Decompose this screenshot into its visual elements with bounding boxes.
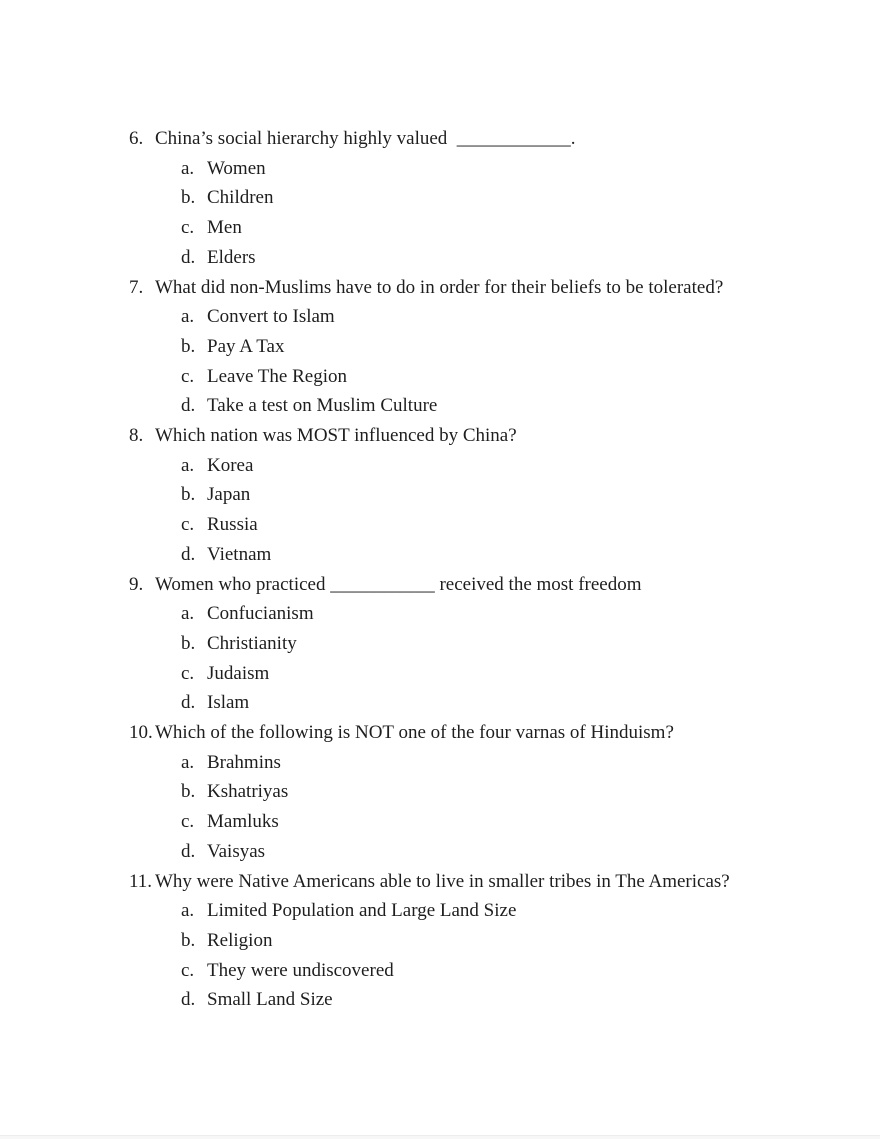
question-9 (129, 570, 844, 719)
option-text: Japan (207, 484, 251, 506)
quiz-content (129, 124, 844, 1015)
option-text: Kshatriyas (207, 781, 289, 803)
option-text: Christianity (207, 632, 297, 654)
option-text: Leave The Region (207, 365, 347, 387)
option-letter: b. (181, 187, 196, 209)
answer-option (129, 629, 844, 659)
page-bottom-edge (0, 1135, 880, 1139)
option-text: They were undiscovered (207, 959, 394, 981)
option-text: Elders (207, 246, 256, 268)
answer-option (129, 956, 844, 986)
option-text: Russia (207, 514, 258, 536)
answer-option (129, 777, 844, 807)
question-11 (129, 867, 844, 1016)
question-line (129, 570, 844, 600)
question-text: Women who practiced ___________ received the most freedom (155, 573, 642, 595)
answer-option (129, 540, 844, 570)
option-letter: c. (181, 514, 195, 536)
answer-option (129, 391, 844, 421)
question-text: What did non-Muslims have to do in order for their beliefs to be tolerated? (155, 276, 724, 298)
option-text: Women (207, 157, 266, 179)
answer-option (129, 302, 844, 332)
question-10 (129, 718, 844, 867)
answer-option (129, 985, 844, 1015)
option-letter: d. (181, 395, 196, 417)
question-line (129, 124, 844, 154)
answer-option (129, 926, 844, 956)
option-letter: d. (181, 692, 196, 714)
option-text: Limited Population and Large Land Size (207, 900, 517, 922)
question-number: 7. (129, 276, 144, 298)
question-number: 11. (129, 870, 153, 892)
option-text: Mamluks (207, 811, 279, 833)
answer-option (129, 154, 844, 184)
option-letter: a. (181, 900, 195, 922)
option-letter: a. (181, 306, 195, 328)
option-text: Pay A Tax (207, 335, 285, 357)
answer-option (129, 183, 844, 213)
question-line (129, 421, 844, 451)
answer-option (129, 213, 844, 243)
option-letter: c. (181, 959, 195, 981)
answer-option (129, 748, 844, 778)
question-line (129, 867, 844, 897)
option-letter: b. (181, 929, 196, 951)
option-letter: b. (181, 632, 196, 654)
answer-option (129, 362, 844, 392)
question-number: 6. (129, 128, 144, 149)
answer-option (129, 332, 844, 362)
question-number: 10. (129, 722, 153, 744)
option-letter: d. (181, 989, 196, 1011)
option-text: Vietnam (207, 543, 272, 565)
option-letter: d. (181, 246, 196, 268)
option-letter: b. (181, 335, 196, 357)
option-letter: d. (181, 840, 196, 862)
option-letter: a. (181, 603, 195, 625)
option-letter: a. (181, 157, 195, 179)
question-text: Which nation was MOST influenced by China? (155, 425, 517, 447)
option-letter: c. (181, 365, 195, 387)
question-line (129, 718, 844, 748)
answer-option (129, 599, 844, 629)
answer-option (129, 807, 844, 837)
question-6 (129, 124, 844, 273)
answer-option (129, 659, 844, 689)
question-8 (129, 421, 844, 570)
question-number: 9. (129, 573, 144, 595)
question-text: Why were Native Americans able to live in smaller tribes in The Americas? (155, 870, 730, 892)
option-text: Vaisyas (207, 840, 266, 862)
question-line (129, 273, 844, 303)
question-number: 8. (129, 425, 144, 447)
option-letter: c. (181, 811, 195, 833)
question-text: China’s social hierarchy highly valued ____________. (155, 128, 576, 149)
option-letter: a. (181, 454, 195, 476)
answer-option (129, 688, 844, 718)
option-text: Confucianism (207, 603, 314, 625)
answer-option (129, 510, 844, 540)
option-text: Men (207, 217, 242, 239)
option-letter: c. (181, 217, 195, 239)
question-7 (129, 273, 844, 422)
option-letter: b. (181, 484, 196, 506)
option-letter: b. (181, 781, 196, 803)
answer-option (129, 837, 844, 867)
option-letter: a. (181, 751, 195, 773)
answer-option (129, 480, 844, 510)
option-text: Children (207, 187, 274, 209)
option-text: Brahmins (207, 751, 281, 773)
option-text: Take a test on Muslim Culture (207, 395, 438, 417)
answer-option (129, 896, 844, 926)
answer-option (129, 243, 844, 273)
option-letter: c. (181, 662, 195, 684)
option-text: Korea (207, 454, 254, 476)
option-text: Islam (207, 692, 250, 714)
answer-option (129, 451, 844, 481)
option-text: Judaism (207, 662, 270, 684)
option-letter: d. (181, 543, 196, 565)
option-text: Small Land Size (207, 989, 333, 1011)
option-text: Convert to Islam (207, 306, 335, 328)
question-text: Which of the following is NOT one of the four varnas of Hinduism? (155, 722, 674, 744)
option-text: Religion (207, 929, 273, 951)
